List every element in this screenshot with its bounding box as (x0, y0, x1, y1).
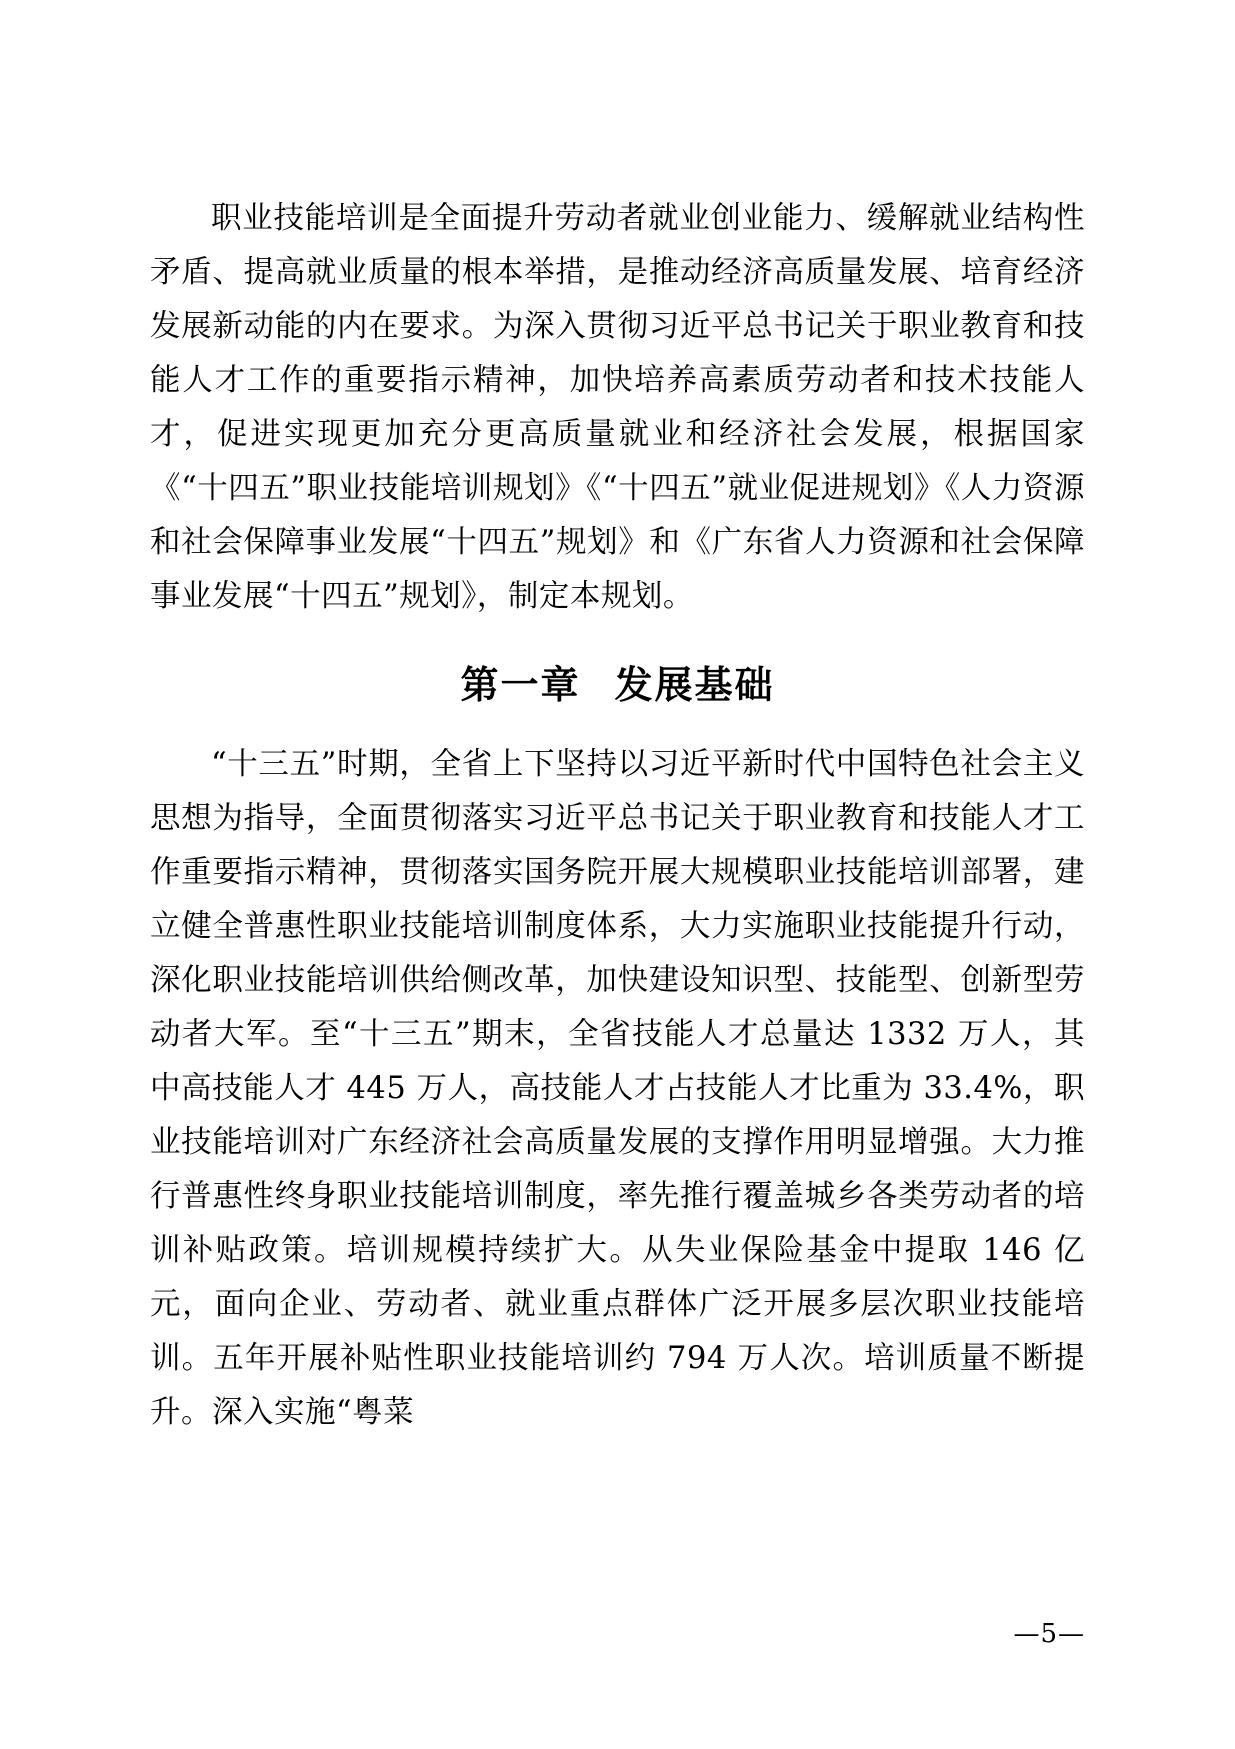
intro-paragraph: 职业技能培训是全面提升劳动者就业创业能力、缓解就业结构性矛盾、提高就业质量的根本举措，是推动经济高质量发展、培育经济发展新动能的内在要求。为深入贯彻习近平总书记关于职业教育和技能人才工作的重要指示精神，加快培养高素质劳动者和技术技能人才，促进实现更加充分更高质量就业和经济社会发展，根据国家《“十四五”职业技能培训规划》《“十四五”就业促进规划》《人力资源和社会保障事业发展“十四五”规划》和《广东省人力资源和社会保障事业发展“十四五”规划》，制定本规划。 (150, 201, 1085, 614)
page-content (150, 192, 1085, 1440)
chapter-number: 第一章 (460, 662, 581, 707)
page-number: —5— (1013, 1619, 1085, 1649)
chapter-name: 发展基础 (614, 662, 775, 707)
body-paragraph-1: “十三五”时期，全省上下坚持以习近平新时代中国特色社会主义思想为指导，全面贯彻落实习近平总书记关于职业教育和技能人才工作重要指示精神，贯彻落实国务院开展大规模职业技能培训部署，建立健全普惠性职业技能培训制度体系，大力实施职业技能提升行动，深化职业技能培训供给侧改革，加快建设知识型、技能型、创新型劳动者大军。至“十三五”期末，全省技能人才总量达 1332 万人，其中高技能人才 445 万人，高技能人才占技能人才比重为 33.4%，职业技能培训对广东经济社会高质量发展的支撑作用明显增强。大力推行普惠性终身职业技能培训制度，率先推行覆盖城乡各类劳动者的培训补贴政策。培训规模持续扩大。从失业保险基金中提取 146 亿元，面向企业、劳动者、就业重点群体广泛开展多层次职业技能培训。五年开展补贴性职业技能培训约 794 万人次。培训质量不断提升。深入实施“粤菜 (150, 747, 1085, 1430)
chapter-heading (150, 658, 1085, 712)
